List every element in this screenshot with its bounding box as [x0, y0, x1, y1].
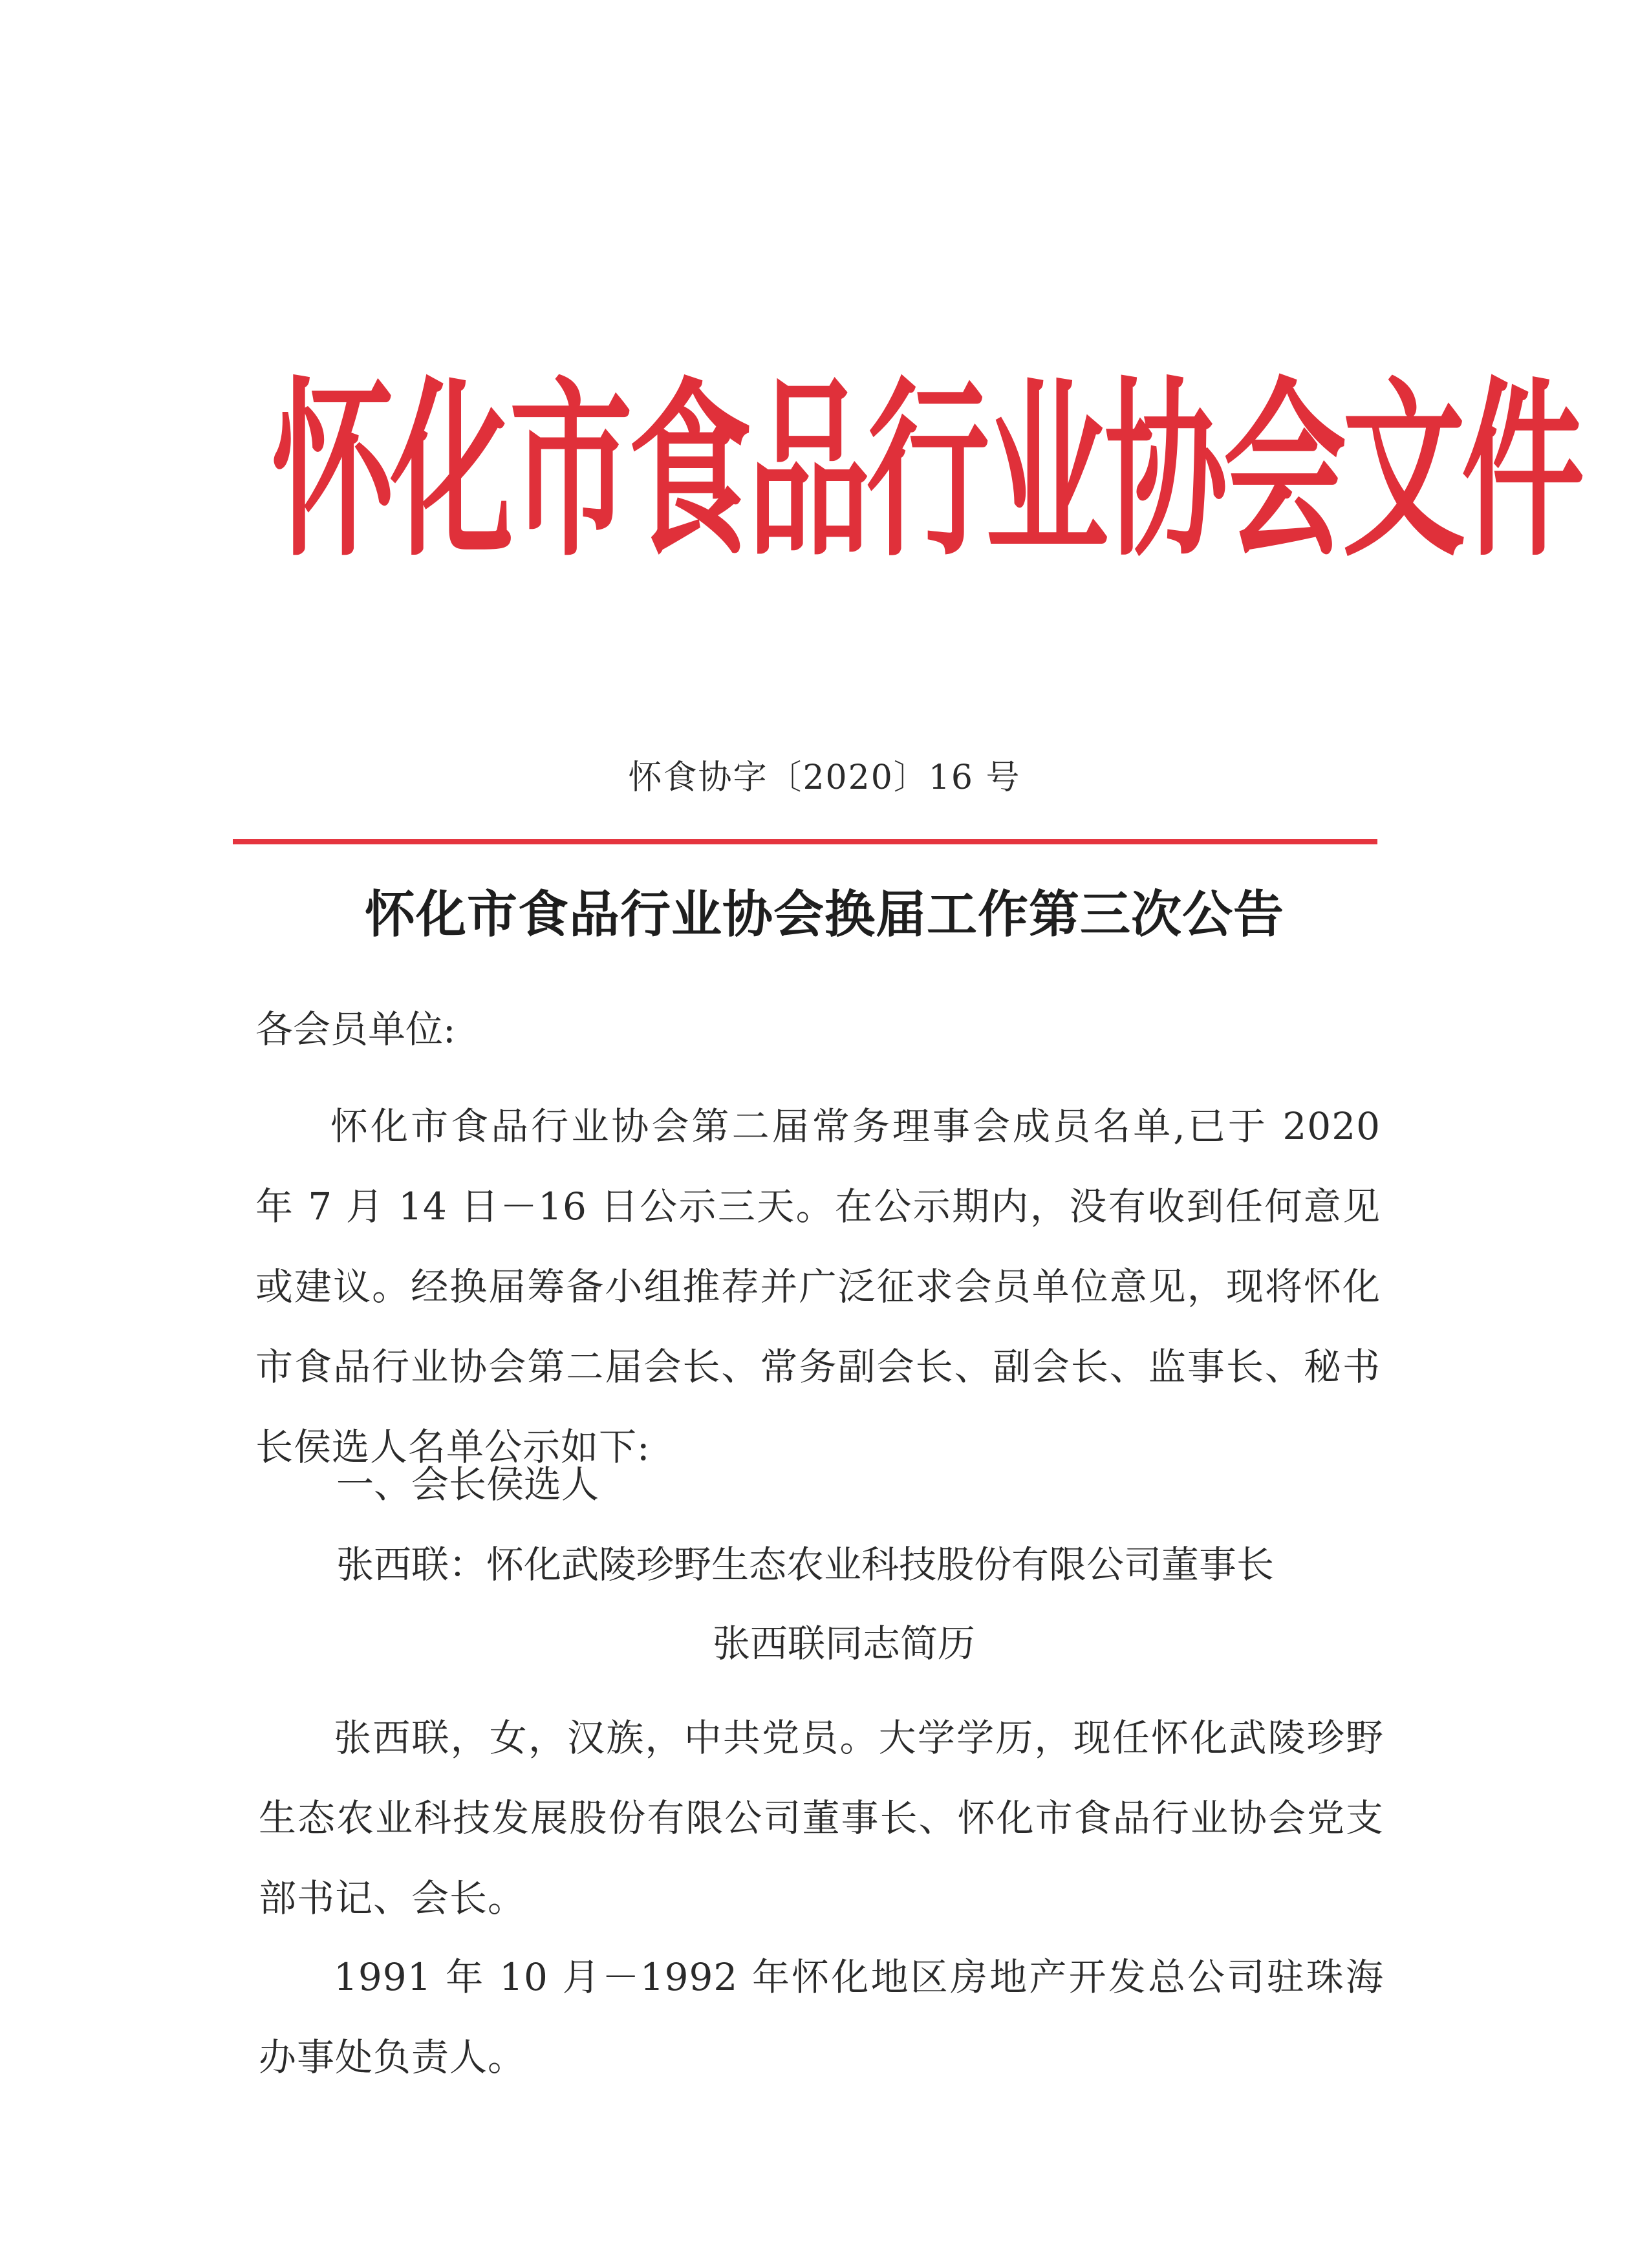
notice-title: 怀化市食品行业协会换届工作第三次公告: [364, 886, 1284, 944]
intro-paragraph: 怀化市食品行业协会第二届常务理事会成员名单,已于 2020 年 7 月 14 日－16 日公示三天。在公示期内，没有收到任何意见或建议。经换届筹备小组推荐并广泛征求会员单位意见，现将怀化市食品行业协会第二届会长、常务副会长、副会长、监事长、秘书长侯选人名单公示如下:: [255, 1104, 1381, 1469]
candidate-line: 张西联：怀化武陵珍野生态农业科技股份有限公司董事长: [336, 1543, 1275, 1587]
masthead-title: 怀化市食品行业协会文件: [272, 360, 1581, 583]
biography-summary: 张西联，女，汉族，中共党员。大学学历，现任怀化武陵珍野生态农业科技发展股份有限公司董事长、怀化市食品行业协会党支部书记、会长。: [259, 1716, 1384, 1920]
section-heading-president-candidate: 一、会长侯选人: [336, 1462, 599, 1506]
biography-career-entry: 1991 年 10 月－1992 年怀化地区房地产开发总公司驻珠海办事处负责人。: [259, 1955, 1384, 2079]
salutation: 各会员单位:: [255, 1007, 456, 1051]
red-divider-rule: [233, 839, 1377, 844]
biography-title: 张西联同志简历: [712, 1621, 975, 1665]
document-number: 怀食协字〔2020〕16 号: [628, 758, 1021, 797]
